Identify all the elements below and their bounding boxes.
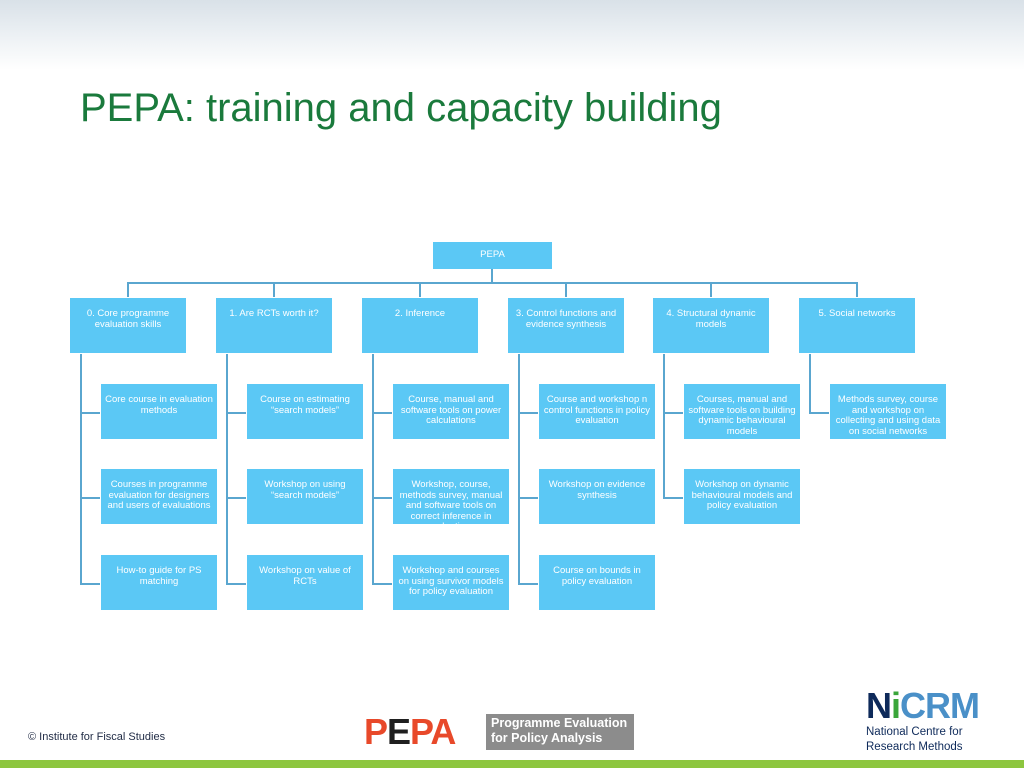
child-stem bbox=[372, 354, 374, 584]
child-stem bbox=[809, 354, 811, 413]
column-connector bbox=[856, 282, 858, 297]
level-connector bbox=[127, 282, 858, 284]
activity-node: Course and workshop n control functions in policy evaluation bbox=[538, 383, 656, 440]
child-connector bbox=[372, 583, 392, 585]
child-connector bbox=[226, 412, 246, 414]
category-node: 5. Social networks bbox=[798, 297, 916, 354]
ncrm-logo: NiCRM National Centre for Research Methods bbox=[866, 685, 979, 753]
child-connector bbox=[372, 497, 392, 499]
column-connector bbox=[565, 282, 567, 297]
activity-node: Course, manual and software tools on power calculations bbox=[392, 383, 510, 440]
category-node: 4. Structural dynamic models bbox=[652, 297, 770, 354]
category-node: 0. Core programme evaluation skills bbox=[69, 297, 187, 354]
child-connector bbox=[372, 412, 392, 414]
activity-node: Workshop and courses on using survivor models for policy evaluation bbox=[392, 554, 510, 611]
copyright-text: © Institute for Fiscal Studies bbox=[28, 731, 166, 743]
activity-node: Workshop on using “search models” bbox=[246, 468, 364, 525]
child-stem bbox=[226, 354, 228, 584]
activity-node: Core course in evaluation methods bbox=[100, 383, 218, 440]
child-connector bbox=[663, 412, 683, 414]
child-connector bbox=[80, 583, 100, 585]
child-connector bbox=[518, 497, 538, 499]
child-stem bbox=[80, 354, 82, 584]
child-connector bbox=[518, 583, 538, 585]
category-node: 3. Control functions and evidence synthesis bbox=[507, 297, 625, 354]
child-stem bbox=[663, 354, 665, 498]
root-connector bbox=[491, 269, 493, 283]
ncrm-logo-mark: NiCRM bbox=[866, 685, 979, 726]
root-node: PEPA bbox=[433, 242, 552, 269]
category-node: 2. Inference bbox=[361, 297, 479, 354]
category-node: 1. Are RCTs worth it? bbox=[215, 297, 333, 354]
activity-node: Courses in programme evaluation for designers and users of evaluations bbox=[100, 468, 218, 525]
child-connector bbox=[80, 497, 100, 499]
activity-node: Workshop on dynamic behavioural models and policy evaluation bbox=[683, 468, 801, 525]
column-connector bbox=[710, 282, 712, 297]
footer-band bbox=[0, 760, 1024, 768]
activity-node: Workshop on evidence synthesis bbox=[538, 468, 656, 525]
activity-node: Courses, manual and software tools on building dynamic behavioural models bbox=[683, 383, 801, 440]
pepa-logo-tagline: Programme Evaluation for Policy Analysis bbox=[486, 714, 634, 750]
activity-node: Course on estimating “search models” bbox=[246, 383, 364, 440]
column-connector bbox=[127, 282, 129, 297]
column-connector bbox=[273, 282, 275, 297]
child-connector bbox=[226, 497, 246, 499]
child-connector bbox=[518, 412, 538, 414]
header-gradient bbox=[0, 0, 1024, 70]
slide-title: PEPA: training and capacity building bbox=[80, 86, 722, 130]
child-connector bbox=[226, 583, 246, 585]
activity-node: How-to guide for PS matching bbox=[100, 554, 218, 611]
child-stem bbox=[518, 354, 520, 584]
activity-node: Course on bounds in policy evaluation bbox=[538, 554, 656, 611]
child-connector bbox=[80, 412, 100, 414]
activity-node: Workshop, course, methods survey, manual and software tools on correct inference in evaluations bbox=[392, 468, 510, 525]
activity-node: Workshop on value of RCTs bbox=[246, 554, 364, 611]
pepa-logo-letters: PEPA bbox=[364, 711, 456, 752]
child-connector bbox=[809, 412, 829, 414]
activity-node: Methods survey, course and workshop on collecting and using data on social networks bbox=[829, 383, 947, 440]
column-connector bbox=[419, 282, 421, 297]
child-connector bbox=[663, 497, 683, 499]
